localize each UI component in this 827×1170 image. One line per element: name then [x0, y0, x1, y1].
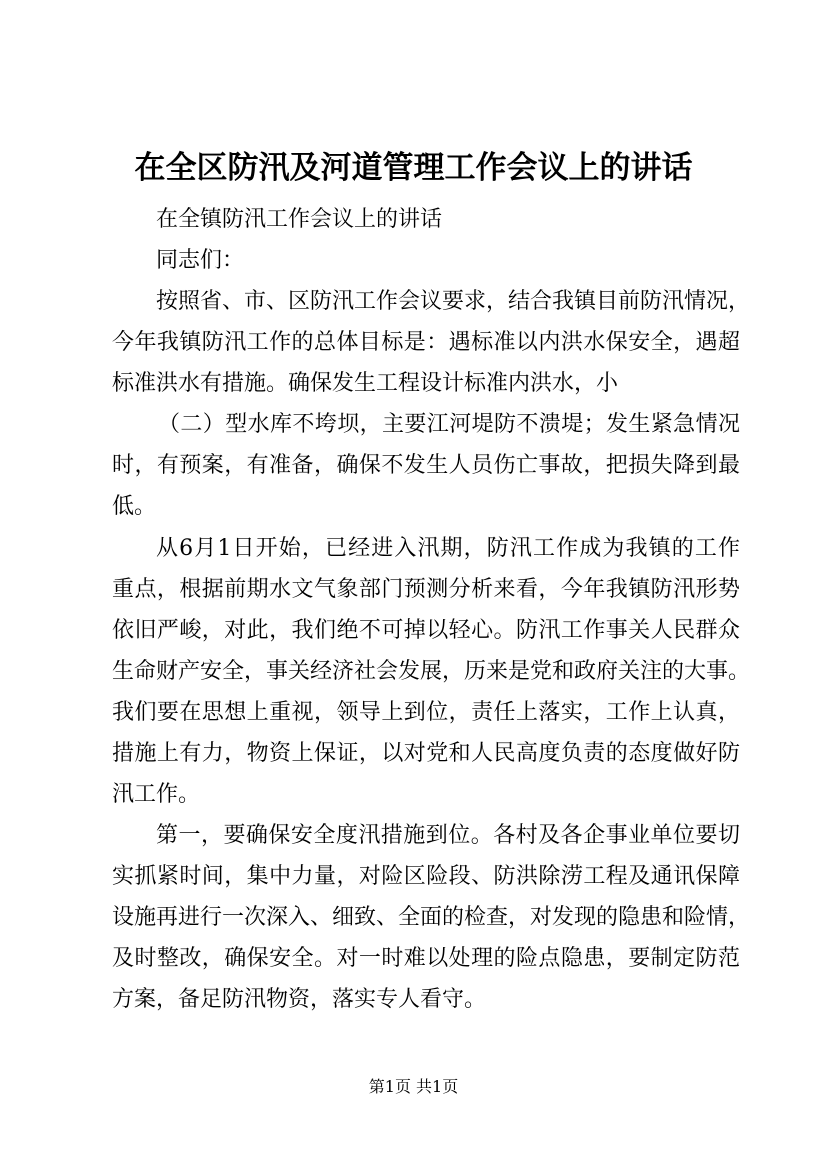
paragraph-line: 措施上有力，物资上保证，以对党和人民高度负责的态度做好防: [112, 741, 740, 766]
paragraph-line: 我们要在思想上重视，领导上到位，责任上落实，工作上认真，: [112, 700, 740, 725]
paragraph-line: 今年我镇防汛工作的总体目标是：遇标准以内洪水保安全，遇超: [112, 330, 740, 355]
paragraph-line: 标准洪水有措施。确保发生工程设计标准内洪水，小: [112, 371, 619, 396]
paragraph-4: [112, 815, 751, 1020]
paragraph-line: 第一，要确保安全度汛措施到位。各村及各企事业单位要切: [156, 823, 740, 848]
paragraph-line: 生命财产安全，事关经济社会发展，历来是党和政府关注的大事。: [112, 659, 751, 684]
paragraph-line: 实抓紧时间，集中力量，对险区险段、防洪除涝工程及通讯保障: [112, 864, 740, 889]
paragraph-1: [112, 281, 751, 404]
salutation: 同志们：: [156, 248, 245, 273]
paragraph-line: 设施再进行一次深入、细致、全面的检查，对发现的隐患和险情，: [112, 905, 751, 930]
paragraph-line: 重点，根据前期水文气象部门预测分析来看，今年我镇防汛形势: [112, 577, 740, 602]
paragraph-line: 低。: [112, 494, 157, 519]
paragraph-2: [112, 404, 740, 527]
paragraph-line: （二）型水库不垮坝，主要江河堤防不溃堤；发生紧急情况: [158, 412, 740, 437]
paragraph-line: 汛工作。: [112, 782, 201, 807]
document-intro: [112, 199, 740, 281]
document-subtitle: 在全镇防汛工作会议上的讲话: [156, 207, 443, 232]
paragraph-3: [112, 528, 751, 815]
paragraph-line: 方案，备足防汛物资，落实专人看守。: [112, 987, 487, 1012]
paragraph-line: 及时整改，确保安全。对一时难以处理的险点隐患，要制定防范: [112, 946, 740, 971]
paragraph-line: 按照省、市、区防汛工作会议要求，结合我镇目前防汛情况，: [156, 289, 751, 314]
paragraph-line: 依旧严峻，对此，我们绝不可掉以轻心。防汛工作事关人民群众: [112, 618, 740, 643]
page-indicator: 第1页 共1页: [368, 1077, 459, 1096]
paragraph-line: 时，有预案，有准备，确保不发生人员伤亡事故，把损失降到最: [112, 453, 740, 478]
paragraph-line: 从6月1日开始，已经进入汛期，防汛工作成为我镇的工作: [156, 536, 740, 561]
document-title: 在全区防汛及河道管理工作会议上的讲话: [134, 150, 693, 186]
